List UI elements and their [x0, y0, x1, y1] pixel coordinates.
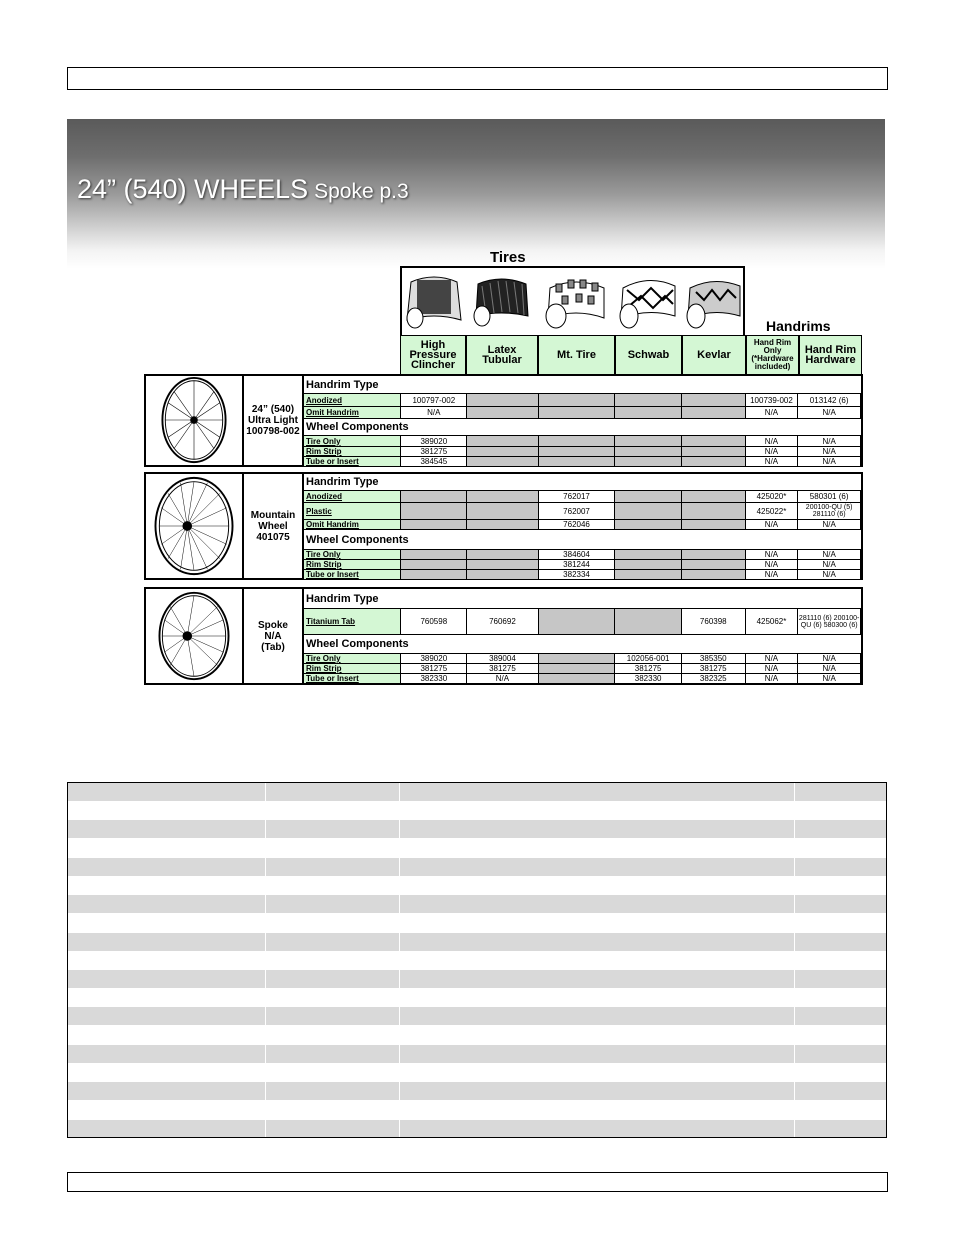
column-header-1: Latex Tubular	[466, 335, 538, 375]
table-cell: 013142 (6)	[798, 394, 861, 407]
table-cell	[615, 394, 682, 407]
kevlar-icon	[682, 270, 744, 332]
row-label: Anodized	[304, 394, 401, 407]
blank-table-column-divider	[265, 783, 266, 1137]
row-label: Omit Handrim	[304, 520, 401, 530]
table-cell: 100739-002	[746, 394, 799, 407]
mt-tire-icon	[540, 270, 612, 332]
tires-heading: Tires	[490, 249, 526, 266]
table-cell: 760598	[401, 609, 467, 635]
table-cell	[467, 550, 539, 560]
table-cell	[682, 457, 746, 467]
table-cell	[401, 520, 467, 530]
blank-table-row	[68, 1120, 886, 1138]
table-cell: N/A	[467, 674, 539, 684]
table-cell: N/A	[798, 560, 861, 570]
wheel-name-line: Ultra Light	[247, 415, 298, 426]
table-cell: N/A	[798, 674, 861, 684]
table-cell: N/A	[746, 520, 799, 530]
table-row	[304, 407, 861, 419]
title-subtitle: Spoke p.3	[314, 180, 409, 203]
table-cell: N/A	[746, 457, 799, 467]
column-header-3: Schwab	[615, 335, 682, 375]
table-cell	[539, 407, 616, 419]
wheel-section-ultra-light	[144, 374, 863, 467]
table-cell: N/A	[746, 570, 799, 580]
table-cell: 100797-002	[401, 394, 467, 407]
table-cell: 200100-QU (5) 281110 (6)	[798, 503, 861, 520]
blank-table-row	[68, 1101, 886, 1119]
table-cell	[467, 457, 539, 467]
table-row	[304, 560, 861, 570]
wheel-name-ultra-light	[244, 376, 304, 465]
table-cell	[539, 654, 616, 664]
table-cell	[539, 447, 616, 457]
table-cell: 425022*	[746, 503, 799, 520]
table-cell: 762046	[539, 520, 616, 530]
blank-table-row	[68, 839, 886, 857]
table-cell	[615, 560, 682, 570]
column-header-4: Kevlar	[682, 335, 746, 375]
blank-table-row	[68, 914, 886, 932]
table-cell: 381275	[467, 664, 539, 674]
blank-table-row	[68, 1082, 886, 1100]
column-header-2: Mt. Tire	[538, 335, 615, 375]
table-cell: N/A	[798, 447, 861, 457]
table-cell: 281110 (6) 200100-QU (6) 580300 (6)	[798, 609, 861, 635]
table-row	[304, 447, 861, 457]
table-cell: 381275	[615, 664, 682, 674]
table-cell: 384545	[401, 457, 467, 467]
table-cell: 382325	[682, 674, 746, 684]
mountain-wheel-icon	[146, 474, 244, 578]
table-cell	[467, 394, 539, 407]
spoke-wheel-icon	[146, 589, 244, 683]
ultra-light-wheel-icon	[146, 376, 244, 465]
table-cell	[682, 503, 746, 520]
table-cell	[682, 491, 746, 503]
table-cell	[401, 550, 467, 560]
table-cell	[615, 491, 682, 503]
wheel-name-line: Spoke	[257, 619, 288, 631]
row-label: Tube or Insert	[304, 570, 401, 580]
table-cell: N/A	[746, 674, 799, 684]
wheel-name-mountain	[244, 474, 304, 578]
blank-table-row	[68, 933, 886, 951]
table-cell: 580301 (6)	[798, 491, 861, 503]
table-cell	[539, 457, 616, 467]
table-cell: N/A	[798, 436, 861, 447]
row-label: Tire Only	[304, 550, 401, 560]
table-cell: 381275	[401, 664, 467, 674]
table-cell: 381275	[682, 664, 746, 674]
table-cell	[467, 491, 539, 503]
blank-table-row	[68, 1026, 886, 1044]
wheel-name-line: N/A	[264, 630, 282, 642]
blank-table-row	[68, 1045, 886, 1063]
table-row	[304, 674, 861, 684]
column-header-0: High Pressure Clincher	[400, 335, 466, 375]
subheading-wheel-components: Wheel Components	[304, 530, 861, 550]
table-cell	[615, 457, 682, 467]
handrims-heading: Handrims	[766, 318, 831, 334]
wheel-name-line: Wheel	[258, 520, 288, 532]
row-label: Rim Strip	[304, 664, 401, 674]
table-row	[304, 664, 861, 674]
blank-table-row	[68, 895, 886, 913]
table-cell	[539, 436, 616, 447]
table-row	[304, 654, 861, 664]
subheading-handrim-type: Handrim Type	[304, 376, 861, 394]
table-cell	[467, 570, 539, 580]
table-cell	[615, 550, 682, 560]
table-cell	[401, 560, 467, 570]
subheading-wheel-components: Wheel Components	[304, 635, 861, 654]
table-cell	[467, 407, 539, 419]
table-cell: 382330	[615, 674, 682, 684]
wheel-name-spoke	[244, 589, 304, 683]
table-cell	[682, 436, 746, 447]
table-cell: N/A	[746, 550, 799, 560]
table-cell: 762017	[539, 491, 616, 503]
subheading-handrim-type: Handrim Type	[304, 474, 861, 491]
table-cell: 102056-001	[615, 654, 682, 664]
blank-table-column-divider	[794, 783, 795, 1137]
row-label: Anodized	[304, 491, 401, 503]
footer-frame	[67, 1172, 888, 1192]
table-cell	[401, 503, 467, 520]
wheel-section-spoke	[144, 587, 863, 685]
table-cell	[401, 491, 467, 503]
table-cell	[615, 447, 682, 457]
table-cell	[539, 609, 616, 635]
table-row	[304, 609, 861, 635]
table-cell: 389020	[401, 436, 467, 447]
table-cell	[467, 503, 539, 520]
blank-table-row	[68, 951, 886, 969]
wheel-name-line: 401075	[256, 531, 290, 543]
table-cell	[539, 664, 616, 674]
table-cell	[467, 447, 539, 457]
table-row	[304, 457, 861, 467]
page-title	[77, 174, 409, 205]
row-label: Plastic	[304, 503, 401, 520]
table-cell	[682, 447, 746, 457]
table-cell	[615, 436, 682, 447]
table-cell: 389020	[401, 654, 467, 664]
row-label: Titanium Tab	[304, 609, 401, 635]
table-cell	[682, 550, 746, 560]
blank-parts-table	[67, 782, 887, 1138]
table-cell	[682, 570, 746, 580]
blank-table-row	[68, 783, 886, 801]
table-cell	[615, 570, 682, 580]
table-cell: N/A	[746, 436, 799, 447]
title-banner	[67, 119, 885, 269]
subheading-handrim-type: Handrim Type	[304, 589, 861, 609]
table-cell	[615, 520, 682, 530]
subheading-wheel-components: Wheel Components	[304, 419, 861, 436]
blank-table-row	[68, 1007, 886, 1025]
wheel-name-line: (Tab)	[261, 641, 285, 653]
table-cell: 384604	[539, 550, 616, 560]
blank-table-column-divider	[399, 783, 400, 1137]
table-cell: 382334	[539, 570, 616, 580]
header-frame	[67, 67, 888, 90]
table-cell	[539, 394, 616, 407]
table-cell: N/A	[401, 407, 467, 419]
table-cell: 389004	[467, 654, 539, 664]
table-cell: 381244	[539, 560, 616, 570]
row-label: Tube or Insert	[304, 674, 401, 684]
table-cell	[467, 520, 539, 530]
table-row	[304, 520, 861, 530]
table-cell: 425062*	[746, 609, 799, 635]
latex-tubular-icon	[468, 270, 534, 332]
table-cell: 381275	[401, 447, 467, 457]
table-cell: N/A	[746, 654, 799, 664]
blank-table-row	[68, 877, 886, 895]
table-cell	[467, 436, 539, 447]
table-cell	[682, 394, 746, 407]
table-cell: N/A	[746, 407, 799, 419]
blank-table-row	[68, 820, 886, 838]
table-cell	[682, 407, 746, 419]
table-cell: N/A	[798, 407, 861, 419]
table-cell	[615, 609, 682, 635]
table-row	[304, 491, 861, 503]
table-row	[304, 503, 861, 520]
table-cell: N/A	[798, 520, 861, 530]
table-cell: N/A	[798, 570, 861, 580]
table-row	[304, 570, 861, 580]
table-cell	[467, 560, 539, 570]
schwab-icon	[615, 270, 681, 332]
table-cell: 382330	[401, 674, 467, 684]
blank-table-row	[68, 858, 886, 876]
table-cell: N/A	[746, 664, 799, 674]
table-cell: N/A	[798, 457, 861, 467]
table-cell: 425020*	[746, 491, 799, 503]
table-cell	[682, 520, 746, 530]
table-cell: N/A	[798, 654, 861, 664]
table-cell	[401, 570, 467, 580]
wheel-section-mountain	[144, 472, 863, 580]
table-cell: 762007	[539, 503, 616, 520]
row-label: Tube or Insert	[304, 457, 401, 467]
blank-table-row	[68, 1064, 886, 1082]
wheel-name-line: Mountain	[250, 509, 296, 521]
table-row	[304, 550, 861, 560]
table-cell: 385350	[682, 654, 746, 664]
high-pressure-clincher-icon	[403, 270, 465, 332]
column-header-6: Hand Rim Hardware	[799, 335, 862, 375]
table-cell: 760692	[467, 609, 539, 635]
wheel-name-line: 24” (540)	[251, 404, 295, 415]
table-cell: N/A	[798, 664, 861, 674]
wheel-name-line: 100798-002	[246, 426, 300, 437]
title-main: 24” (540) WHEELS	[77, 174, 309, 204]
table-cell: N/A	[746, 560, 799, 570]
table-cell	[682, 560, 746, 570]
table-cell	[615, 407, 682, 419]
blank-table-row	[68, 802, 886, 820]
table-cell: N/A	[746, 447, 799, 457]
table-cell	[615, 503, 682, 520]
row-label: Omit Handrim	[304, 407, 401, 419]
table-cell: 760398	[682, 609, 746, 635]
blank-table-row	[68, 989, 886, 1007]
column-header-5: Hand Rim Only (*Hardware included)	[746, 335, 799, 375]
row-label: Rim Strip	[304, 560, 401, 570]
table-row	[304, 394, 861, 407]
blank-table-row	[68, 970, 886, 988]
row-label: Tire Only	[304, 654, 401, 664]
table-cell: N/A	[798, 550, 861, 560]
table-row	[304, 436, 861, 447]
table-cell	[539, 674, 616, 684]
row-label: Tire Only	[304, 436, 401, 447]
row-label: Rim Strip	[304, 447, 401, 457]
